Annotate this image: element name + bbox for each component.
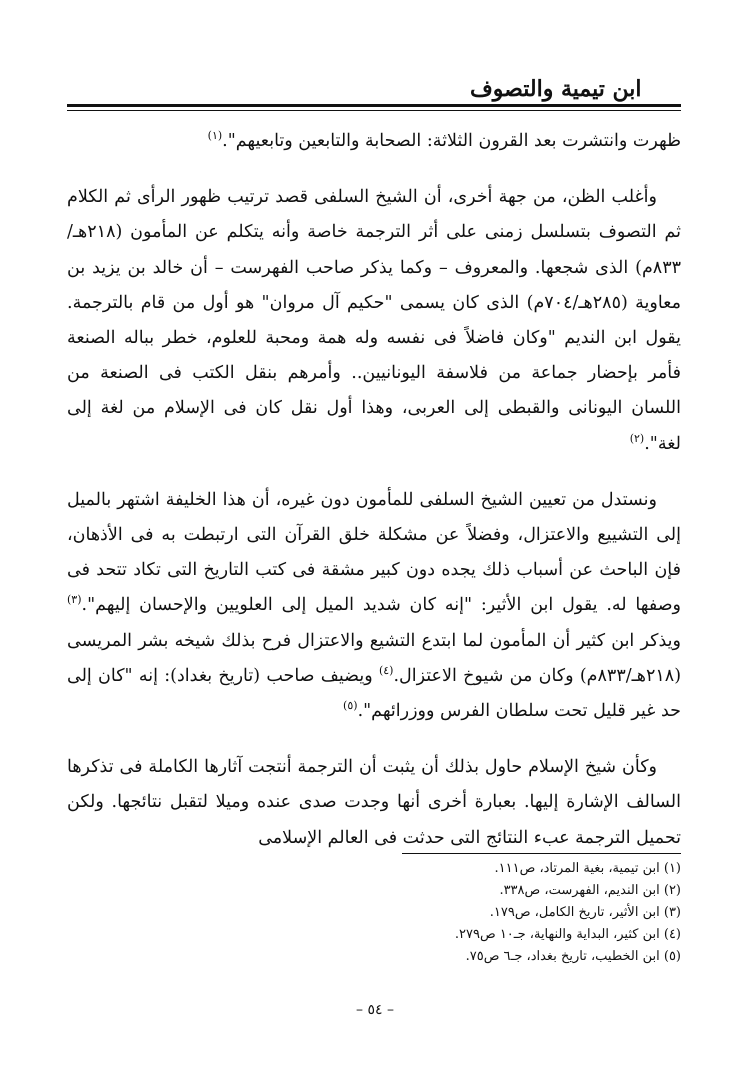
paragraph-2 [67, 180, 681, 462]
body-text [67, 124, 681, 856]
footnote-ref-5: (٥) [343, 699, 358, 713]
paragraph-3 [67, 483, 681, 729]
header-rule-thick [67, 104, 681, 107]
paragraph-4 [67, 750, 681, 856]
footnote-3: (٣) ابن الأثير، تاريخ الكامل، ص١٧٩. [489, 905, 681, 920]
paragraph-3-text-part-1: ونستدل من تعيين الشيخ السلفى للمأمون دون غيره، أن هذا الخليفة اشتهر بالميل إلى التشييع والاعتزال، وفضلاً عن مشكلة خلق القرآن التى ارتبطت به فى الأذهان، فإن الباحث عن أسباب ذلك يجده دون كبير مشقة فى كتب التاريخ التى تكاد تتحد فى وصفها له. يقول ابن الأثير: "إنه كان شديد الميل إلى العلويين والإحسان إليهم". [67, 489, 681, 616]
footnote-ref-3: (٣) [67, 593, 82, 607]
running-header-title: ابن تيمية والتصوف [470, 76, 642, 102]
footnote-2: (٢) ابن النديم، الفهرست، ص٣٣٨. [499, 883, 681, 898]
paragraph-1 [67, 124, 681, 159]
paragraph-3-text-part-2: ويذكر ابن كثير أن المأمون لما ابتدع التشيع والاعتزال فرح بذلك شيخه بشر المريسى (٢١٨هـ/٨٣٣م) وكان من شيوخ الاعتزال. [67, 630, 682, 686]
footnote-ref-2: (٢) [629, 431, 645, 445]
footnote-separator [402, 853, 681, 854]
footnote-ref-4: (٤) [378, 664, 394, 678]
paragraph-3-text-part-3: ويضيف صاحب (تاريخ بغداد): إنه "كان إلى حد غير قليل تحت سلطان الفرس ووزرائهم". [67, 665, 681, 722]
footnote-5: (٥) ابن الخطيب، تاريخ بغداد، جـ٦ ص٧٥. [465, 949, 681, 964]
footnotes [260, 858, 681, 968]
paragraph-2-text: وأغلب الظن، من جهة أخرى، أن الشيخ السلفى قصد ترتيب ظهور الرأى ثم الكلام ثم التصوف بتسلسل زمنى على أثر الترجمة خاصة وأنه يتكلم عن المأمون (٢١٨هـ/٨٣٣م) الذى شجعها. والمعروف – وكما يذكر صاحب الفهرست – أن خالد بن يزيد بن معاوية (٢٨٥هـ/٧٠٤م) الذى كان يسمى "حكيم آل مروان" هو أول من قام بالترجمة. يقول ابن النديم "وكان فاضلاً فى نفسه وله همة ومحبة للعلوم، خطر بباله الصنعة فأمر بإحضار جماعة من فلاسفة اليونانيين.. وأمرهم بنقل الكتب فى الصنعة من اللسان اليونانى والقبطى إلى العربى، وهذا أول نقل كان فى الإسلام من لغة إلى لغة". [67, 187, 681, 454]
footnote-1: (١) ابن تيمية، بغية المرتاد، ص١١١. [494, 861, 681, 876]
footnote-ref-1: (١) [207, 129, 223, 143]
paragraph-1-text: ظهرت وانتشرت بعد القرون الثلاثة: الصحابة والتابعين وتابعيهم". [222, 131, 681, 151]
paragraph-4-text: وكأن شيخ الإسلام حاول بذلك أن يثبت أن الترجمة أنتجت آثارها الكاملة فى تذكرها السالف الإشارة إليها. بعبارة أخرى أنها وجدت صدى عنده وميلا لتقبل نتائجها. ولكن تحميل الترجمة عبء النتائج التى حدثت فى العالم الإسلامى [67, 757, 681, 848]
header-rule-thin [67, 110, 681, 111]
page-number: – ٥٤ – [356, 1002, 394, 1018]
footnote-4: (٤) ابن كثير، البداية والنهاية، جـ١٠ ص٢٧٩. [454, 927, 681, 942]
